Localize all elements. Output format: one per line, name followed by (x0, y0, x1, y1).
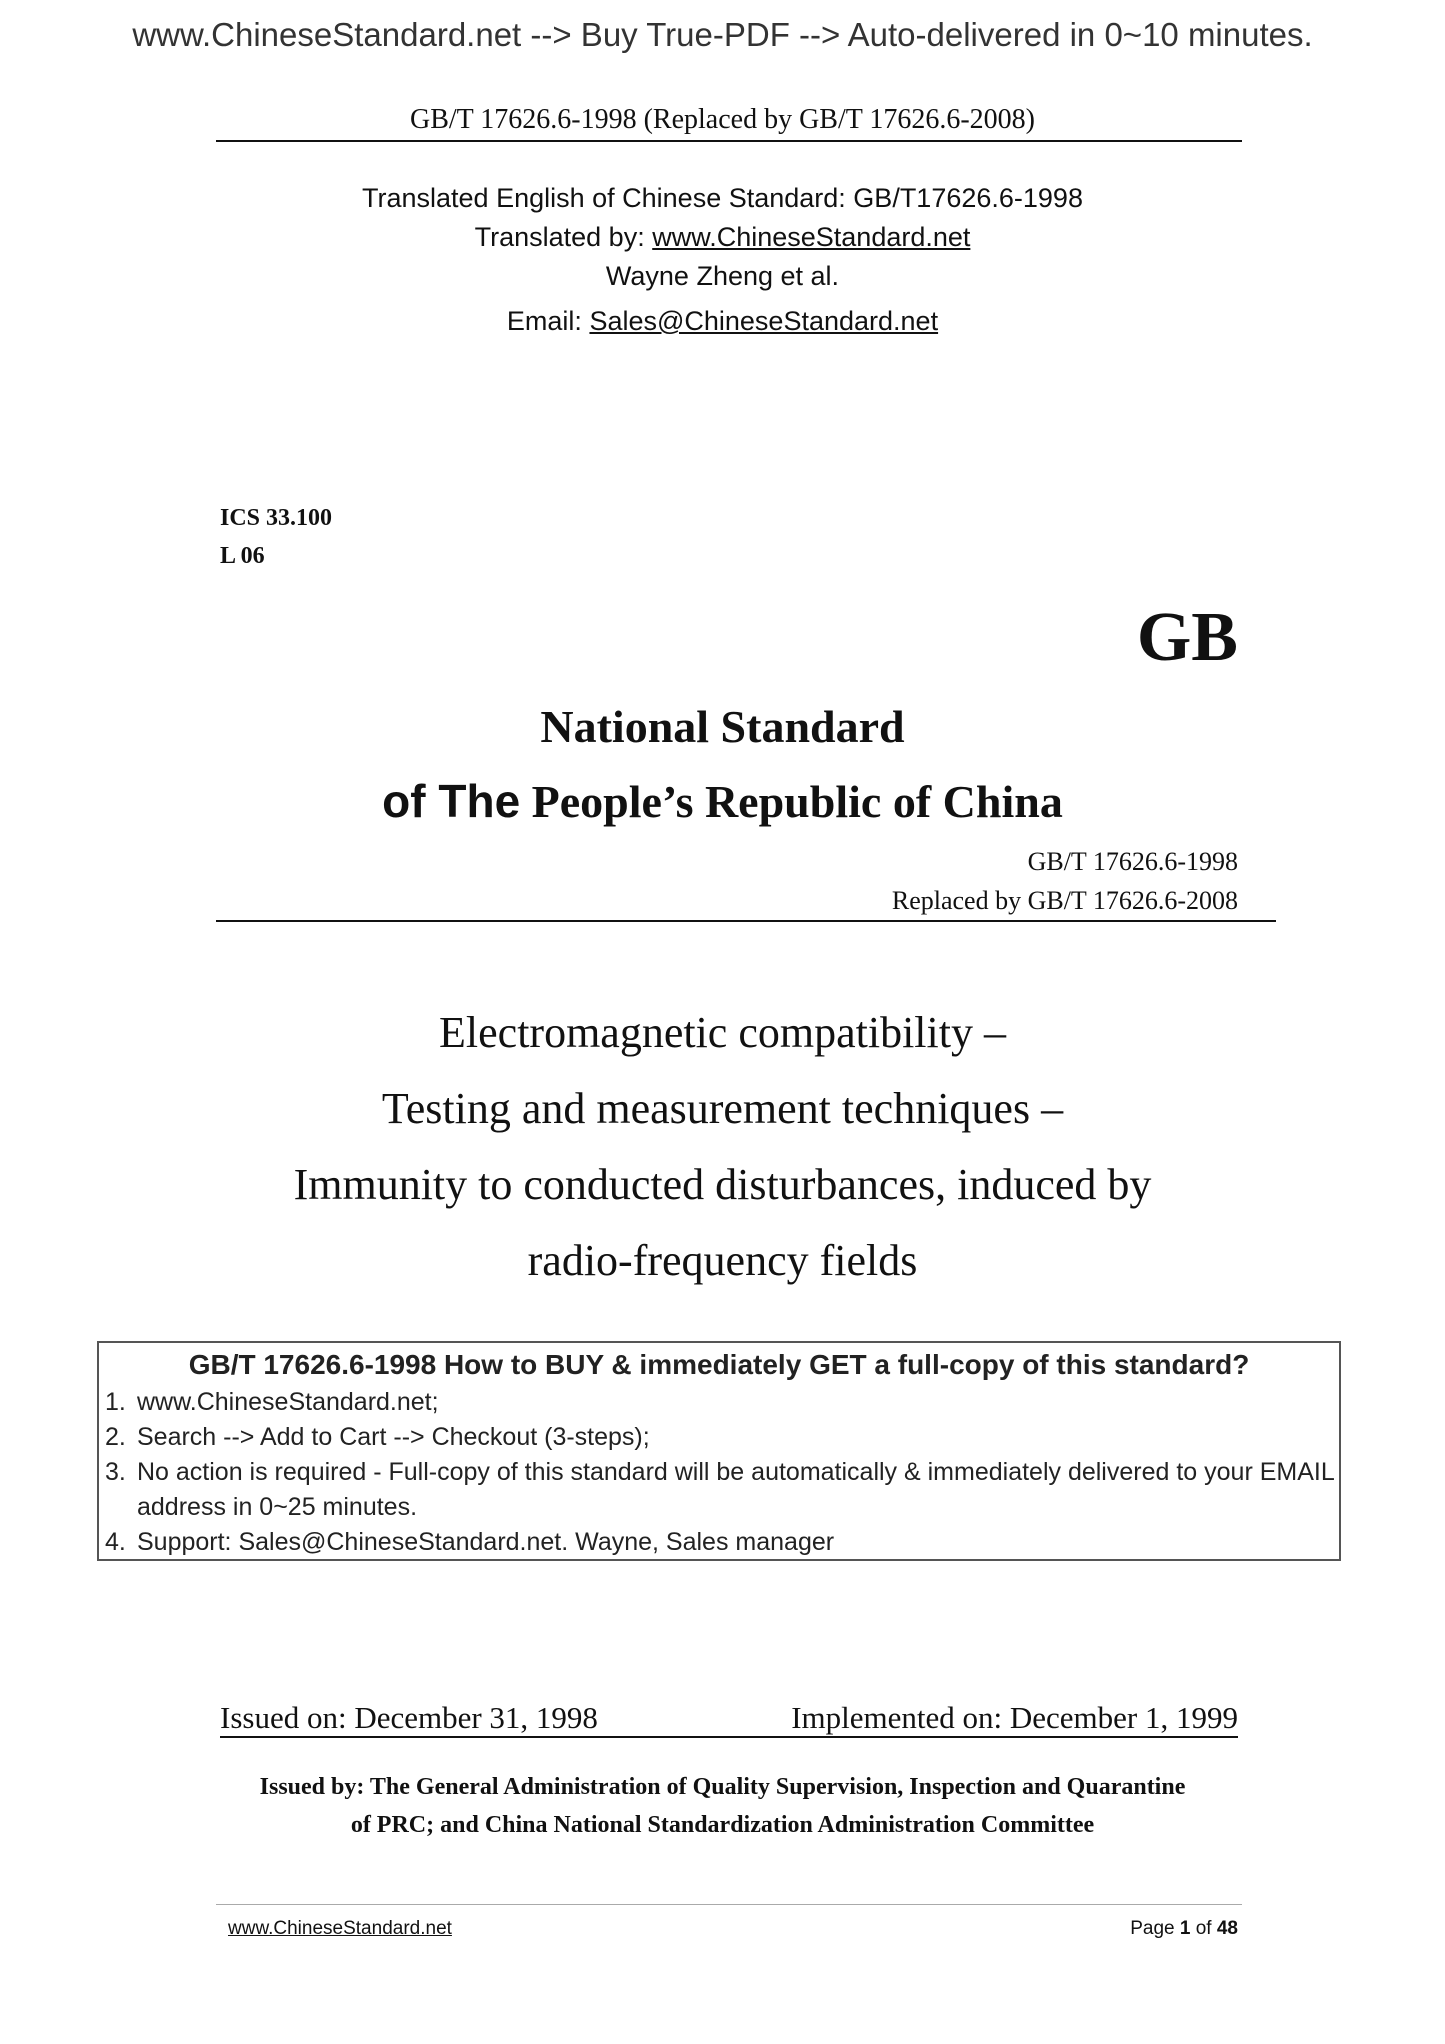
document-subtitle: GB/T 17626.6-1998 (Replaced by GB/T 17626.6-2008) (409, 104, 1035, 135)
translated-by-line (0, 222, 1445, 253)
page-current: 1 (1179, 1918, 1191, 1939)
step-number: 1. (105, 1388, 126, 1416)
email-link[interactable]: Sales@ChineseStandard.net (589, 306, 939, 336)
prc-title-rest: People’s Republic of China (520, 776, 1063, 827)
page-total: 48 (1216, 1918, 1238, 1939)
title-line-4: radio-frequency fields (527, 1236, 918, 1285)
prc-title-prefix: of The (382, 775, 521, 827)
ics-code: ICS 33.100 (220, 505, 333, 531)
implemented-on: Implemented on: December 1, 1999 (740, 1700, 1238, 1738)
footer-site-link[interactable]: www.ChineseStandard.net (228, 1918, 452, 1939)
issued-by-line-2: of PRC; and China National Standardization Administration Committee (350, 1812, 1095, 1838)
translated-by-link[interactable]: www.ChineseStandard.net (652, 222, 971, 252)
step-number: 4. (105, 1528, 126, 1556)
translators: Wayne Zheng et al. (605, 261, 840, 291)
purchase-heading: GB/T 17626.6-1998 How to BUY & immediately GET a full-copy of this standard? (188, 1349, 1250, 1380)
standard-divider (216, 920, 1276, 922)
issued-by (0, 1768, 1445, 1844)
email-line (0, 306, 1445, 337)
step-text: No action is required - Full-copy of this standard will be automatically & immediately delivered to your EMAIL address in 0~25 minutes. (137, 1458, 1334, 1521)
footer-divider (216, 1904, 1242, 1905)
step-text: Search --> Add to Cart --> Checkout (3-steps); (137, 1423, 650, 1451)
page-of: of (1190, 1918, 1217, 1939)
gb-mark: GB (1136, 599, 1238, 676)
step-text: www.ChineseStandard.net; (137, 1388, 439, 1416)
issued-by-line-1: Issued by: The General Administration of Quality Supervision, Inspection and Quarantine (259, 1774, 1186, 1800)
standard-number: GB/T 17626.6-1998 (1027, 847, 1238, 876)
step-number: 2. (105, 1423, 126, 1451)
email-label: Email: (506, 306, 590, 336)
purchase-steps (105, 1385, 1335, 1560)
top-banner: www.ChineseStandard.net --> Buy True-PDF --> Auto-delivered in 0~10 minutes. (132, 16, 1313, 53)
prc-title (0, 774, 1445, 828)
title-line-3: Immunity to conducted disturbances, induced by (293, 1160, 1152, 1209)
issued-on: Issued on: December 31, 1998 (220, 1700, 740, 1738)
page-number (1130, 1918, 1238, 1940)
replaced-by: Replaced by GB/T 17626.6-2008 (891, 886, 1238, 915)
translation-line: Translated English of Chinese Standard: GB/T17626.6-1998 (362, 183, 1083, 213)
header-divider (216, 140, 1242, 142)
step-number: 3. (105, 1458, 126, 1486)
title-line-1: Electromagnetic compatibility – (439, 1008, 1006, 1057)
list-item (105, 1420, 1335, 1455)
step-text: Support: Sales@ChineseStandard.net. Wayne, Sales manager (137, 1528, 835, 1556)
title-line-2: Testing and measurement techniques – (381, 1084, 1064, 1133)
national-standard-title: National Standard (540, 701, 905, 752)
translated-by-label: Translated by: (474, 222, 653, 252)
list-item (105, 1385, 1335, 1420)
purchase-info-box (97, 1341, 1341, 1561)
page-label: Page (1130, 1918, 1180, 1939)
classification-code: L 06 (220, 543, 265, 569)
list-item (105, 1525, 1335, 1560)
list-item (105, 1455, 1335, 1525)
